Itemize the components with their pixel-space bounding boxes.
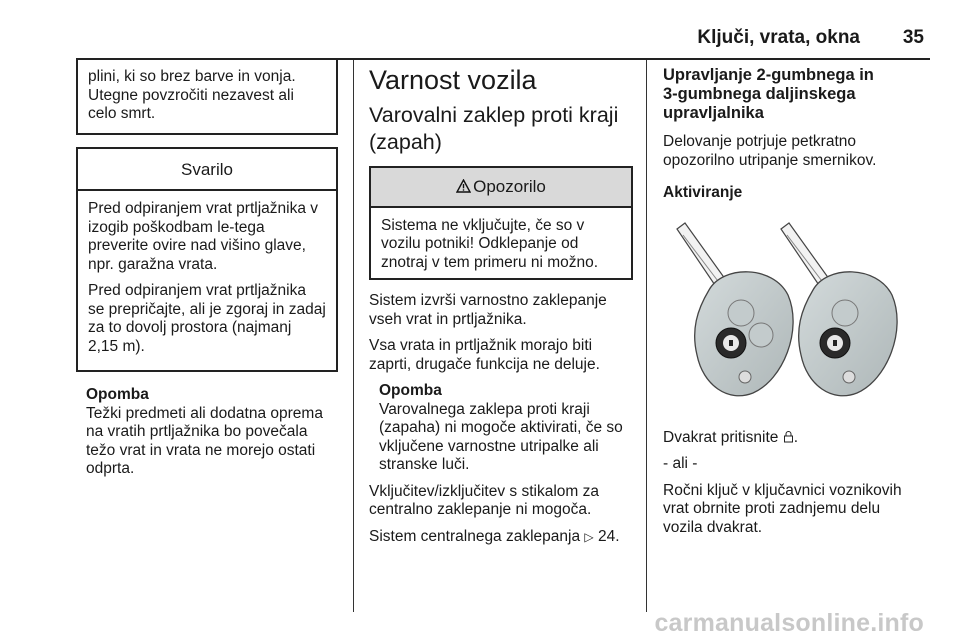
note-title: Opomba: [379, 382, 442, 399]
cross-reference-link[interactable]: 24.: [597, 527, 620, 545]
page-header-title: Ključi, vrata, okna: [697, 27, 860, 48]
column-1: [76, 60, 338, 479]
paragraph: Dvakrat pritisnite .: [663, 428, 799, 446]
activation-title: Aktiviranje: [663, 184, 743, 201]
key-fob-left: [677, 223, 793, 396]
paragraph: - ali -: [663, 455, 698, 472]
caution-paragraph: Pred odpiranjem vrat prtljažnika v izogib poškodbam le-tega preverite ovire nad višino glave, npr. garažna vrata.: [88, 200, 319, 273]
subsection-heading: Upravljanje 2-gumbnega in 3-gumbnega daljinskega upravljalnika: [663, 66, 874, 122]
note-line: težo vrat in vrata ne morejo ostati: [86, 441, 316, 459]
intro-line: Utegne povzročiti nezavest ali: [88, 86, 294, 104]
warning-title: Opozorilo: [473, 177, 546, 196]
note-title: Opomba: [86, 386, 149, 403]
remote-key-image: [663, 215, 925, 415]
key-fob-right: [781, 223, 897, 396]
paragraph: Delovanje potrjuje petkratno opozorilno utripanje smernikov.: [663, 133, 877, 169]
note-block: [76, 386, 338, 479]
intro-line: celo smrt.: [88, 105, 156, 122]
watermark: carmanualsonline.info: [654, 609, 924, 637]
caution-box: [76, 147, 338, 373]
paragraph: Vsa vrata in prtljažnik morajo biti zaprti, drugače funkcija ne deluje.: [369, 337, 600, 373]
paragraph: Sistem centralnega zaklepanja ▷ 24.: [369, 527, 620, 545]
warning-triangle-icon: [456, 179, 471, 193]
column-2: [369, 64, 633, 554]
lock-icon: [783, 430, 794, 443]
column-divider-2: [646, 60, 647, 612]
warning-header: [371, 168, 631, 208]
caution-paragraph: Pred odpiranjem vrat prtljažnika se prepričajte, ali je zgoraj in zadaj za to dovolj prostora (najmanj 2,15 m).: [88, 282, 326, 355]
remote-key-illustration: [663, 215, 925, 415]
warning-body: Sistema ne vključujte, če so v vozilu potniki! Odklepanje od znotraj v tem primeru ni možno.: [381, 216, 599, 271]
note-block: Opomba Varovalnega zaklepa proti kraji (zapaha) ni mogoče aktivirati, če so vključene varnostne utripalke ali stranske luči.: [369, 382, 633, 475]
warning-box: [369, 166, 633, 280]
caution-body: [78, 191, 336, 370]
paragraph: Vključitev/izključitev s stikalom za centralno zaklepanje ni mogoča.: [369, 482, 599, 518]
note-line: Težki predmeti ali dodatna oprema: [86, 404, 323, 422]
subsection-heading: Varovalni zaklep proti kraji (zapah): [369, 103, 619, 154]
note-line: na vratih prtljažnika bo povečala: [86, 423, 308, 440]
continued-warning-box: [76, 60, 338, 135]
page-number: 35: [902, 27, 924, 48]
paragraph: Ročni ključ v ključavnici voznikovih vrat obrnite proti zadnjemu delu vozila dvakrat.: [663, 481, 902, 536]
cross-reference-arrow-icon: ▷: [584, 529, 594, 544]
section-heading: Varnost vozila: [369, 65, 537, 95]
note-line: odprta.: [86, 460, 135, 477]
column-3: [663, 66, 933, 545]
intro-line: plini, ki so brez barve in vonja.: [88, 68, 296, 85]
paragraph: Sistem izvrši varnostno zaklepanje vseh vrat in prtljažnika.: [369, 292, 607, 328]
caution-title: Svarilo: [78, 149, 336, 192]
column-divider-1: [353, 60, 354, 612]
